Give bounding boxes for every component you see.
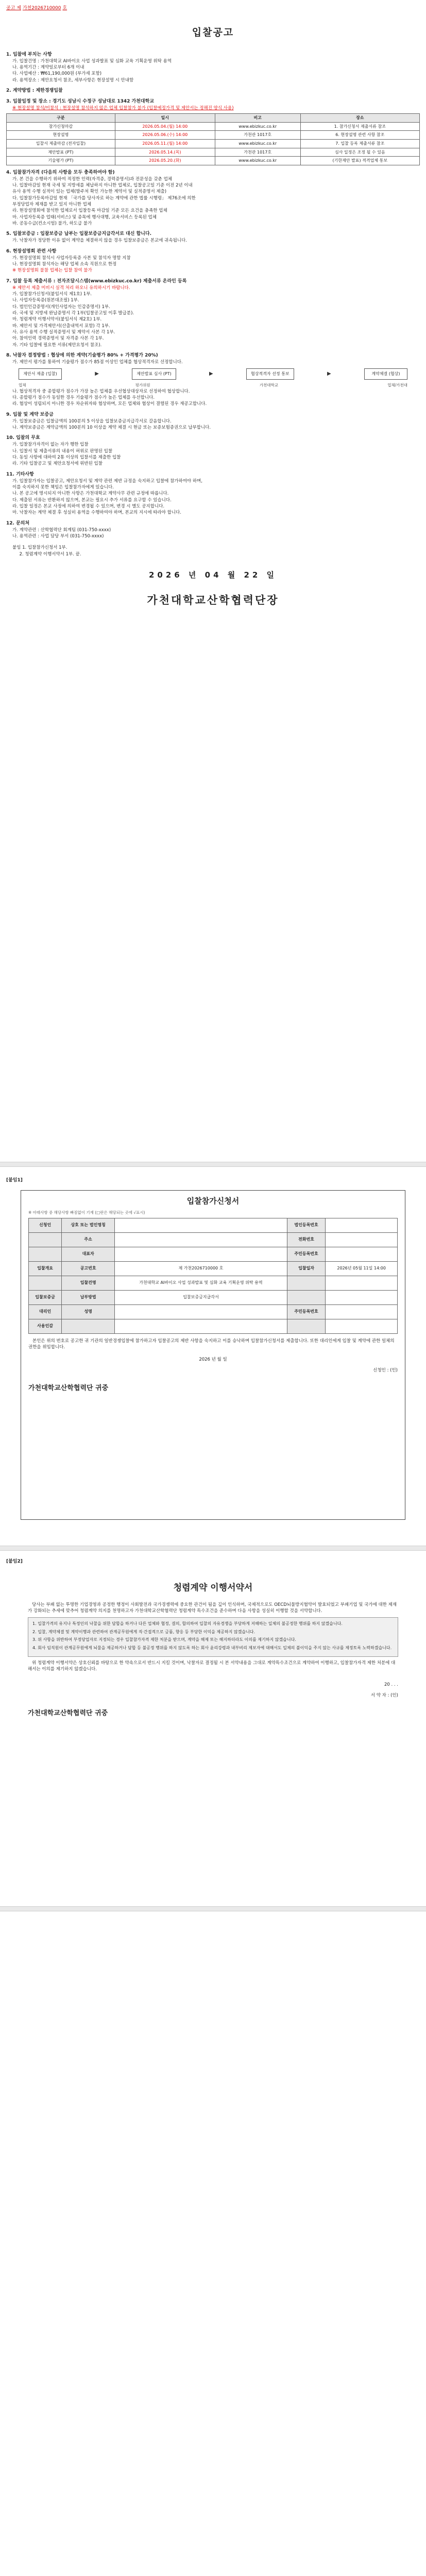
table-row (29, 1232, 398, 1247)
form1-cell: 주소 (62, 1232, 115, 1247)
form1-cell: 입찰일자 (287, 1261, 326, 1276)
form1-cell: 주민등록번호 (287, 1247, 326, 1261)
form1-cell: 주민등록번호 (287, 1304, 326, 1319)
section-line: 라. 기타 입찰공고 및 제안요청서에 위반된 입찰 (12, 461, 103, 467)
schedule-cell: 2026.05.14.(목) (115, 148, 215, 157)
section-heading: 2. 계약방법 : 제한경쟁입찰 (6, 88, 63, 93)
flow-step-label: 평가위원 (135, 382, 150, 387)
section-line: 사. 유사 용역 수행 실적증명서 및 계약서 사본 각 1부. (12, 329, 115, 335)
section-line: 라. 용역장소 : 제안요청서 참조, 세부사항은 현장설명 시 안내함 (12, 77, 134, 83)
section-line: ※ 제안서 제출 미비시 실격 처리 하오니 유의하시기 바랍니다. (12, 285, 130, 291)
section-line: 가. 입찰보증금은 입찰금액의 100분의 5 이상을 입찰보증금지급각서로 갈음합니다. (12, 418, 172, 424)
form1-cell (326, 1276, 398, 1290)
section-line: 가. 낙찰자가 정당한 이유 없이 계약을 체결하지 않을 경우 입찰보증금은 본교에 귀속됩니다. (12, 238, 187, 244)
form1-cell (326, 1218, 398, 1232)
section-line: 라. 현장설명회에 참석한 업체로서 입찰등록 마감일 기준 모든 요건을 충족한 업체 (12, 208, 167, 214)
form1-cell: 상호 또는 법인명칭 (62, 1218, 115, 1232)
form1-cell (115, 1247, 287, 1261)
form1-cell (115, 1319, 287, 1333)
flow-step-label: 업체 (19, 382, 26, 387)
form1-cell: 대리인 (29, 1304, 62, 1319)
table-row (29, 1276, 398, 1290)
schedule-table (6, 113, 420, 165)
section-line: 라. 국세 및 지방세 완납증명서 각 1부(입찰공고일 이후 발급분). (12, 311, 134, 316)
form1-signer: 신청인 : (인) (373, 1367, 398, 1373)
schedule-cell: 2026.05.06.(수) 14:00 (115, 131, 215, 140)
section-line: 나. 계약보증금은 계약금액의 100분의 10 이상을 계약 체결 시 현금 또는 보증보험증권으로 납부합니다. (12, 425, 211, 430)
section-line: 다. 동일 사항에 대하여 2통 이상의 입찰서를 제출한 입찰 (12, 454, 121, 460)
table-row (29, 1247, 398, 1261)
section-heading: 1. 입찰에 부치는 사항 (6, 52, 52, 57)
page-divider-2 (0, 1546, 426, 1551)
section-line: 나. 본 공고에 명시되지 아니한 사항은 가천대학교 계약사무 관련 규정에 따릅니다. (12, 491, 169, 497)
section-heading: 6. 현장설명회 관련 사항 (6, 248, 57, 254)
form1-cell: 납부방법 (62, 1290, 115, 1304)
arrow-right-icon: ▶ (95, 370, 99, 377)
table-row (7, 131, 420, 140)
flow-step-box: 제안서 제출 (입찰) (19, 368, 62, 380)
section-line: 가. 입찰참가자는 입찰공고, 제안요청서 및 계약 관련 제반 규정을 숙지하고 입찰에 참가하여야 하며, (12, 478, 202, 484)
section-line: 마. 사업자등록증 업태(서비스) 및 종목에 행사대행, 교육서비스 등록된 업체 (12, 214, 157, 220)
form1-cell (29, 1247, 62, 1261)
flow-step-box: 계약체결 (협상) (364, 368, 407, 380)
evaluation-flow-labels (6, 383, 420, 388)
form1-cell: 전화번호 (287, 1232, 326, 1247)
attachment-item: 붙임 1. 입찰참가신청서 1부. (12, 545, 67, 551)
section-line: 다. 입찰참가등록마감일 현재 「국가를 당사자로 하는 계약에 관한 법률 시행령」 제76조에 의한 (12, 195, 196, 201)
schedule-header-cell: 구분 (7, 114, 115, 123)
form1-cell (287, 1276, 326, 1290)
notice-date: 2026 년 04 월 22 일 (148, 570, 278, 580)
section-line: 부정당업자 제재를 받고 있지 아니한 업체 (12, 202, 92, 208)
form1-cell: 사용인감 (29, 1319, 62, 1333)
schedule-cell: 가천관 1017호 (215, 131, 300, 140)
schedule-cell: 2026.05.20.(화) (115, 157, 215, 165)
section-line: 가. 입찰참가신청서(붙임서식 제1호) 1부. (12, 292, 92, 297)
section-group-1 (6, 52, 420, 105)
notice-number-prefix: 공고 제 (6, 6, 21, 11)
section-line: 아. 참여인력 경력증명서 및 자격증 사본 각 1부. (12, 336, 104, 342)
section-line: 가. 현장설명회 참석시 사업자등록증 사본 및 참석자 명함 지참 (12, 255, 131, 261)
schedule-cell: 참가신청마감 (7, 122, 115, 131)
notice-number-suffix: 호 (62, 6, 67, 11)
form1-cell: 입찰개요 (29, 1261, 62, 1276)
page-title: 입찰공고 (192, 27, 234, 38)
schedule-header-cell: 장소 (300, 114, 419, 123)
flow-step-box: 협상적격자 선정 통보 (246, 368, 294, 380)
section-line: 나. 입찰마감일 현재 국세 및 지방세를 체납하지 아니한 업체로, 입찰공고일 기준 이전 2년 이내 (12, 183, 193, 189)
schedule-cell: 2026.05.04.(월) 14:00 (115, 122, 215, 131)
table-row (29, 1319, 398, 1333)
table-row (29, 1218, 398, 1232)
schedule-cell: www.ebizkuc.co.kr (215, 122, 300, 131)
form2-item: 1. 입찰가격의 유지나 특정인의 낙찰을 위한 담합을 하거나 다른 업체와 협정, 결의, 합의하여 입찰의 자유경쟁을 부당하게 저해하는 일체의 불공정한 행위를 하지 않겠습니다. (32, 1621, 343, 1626)
section-line: 나. 용역관련 : 사업 담당 부서 (031-750-xxxx) (12, 533, 104, 539)
section-line: 바. 제안서 및 가격제안서(산출내역서 포함) 각 1부. (12, 323, 110, 329)
form1-date: 2026 년 월 일 (199, 1357, 227, 1363)
section-heading: 12. 문의처 (6, 520, 30, 526)
issuer-name: 가천대학교산학협력단장 (147, 594, 279, 606)
schedule-cell: 심사 일정은 조정 될 수 있음 (300, 148, 419, 157)
evaluation-flow (6, 365, 420, 383)
form1-title: 입찰참가신청서 (186, 1196, 240, 1206)
section-line: 이를 숙지하지 못한 책임은 입찰참가자에게 있습니다. (12, 484, 114, 490)
schedule-note: ※ 현장설명 참석/미참석 : 현장설명 참석하지 않은 업체 입찰참가 불가 (입찰예정가격 및 제안서는 정해진 양식 사용) (12, 105, 234, 111)
form1-cell (29, 1276, 62, 1290)
section-line: 다. 제출된 서류는 반환하지 않으며, 본교는 필요시 추가 서류를 요구할 수 있습니다. (12, 497, 172, 503)
schedule-cell: 7. 입찰 등록 제출서류 참조 (300, 140, 419, 148)
form2-title: 청렴계약 이행서약서 (173, 1583, 253, 1593)
schedule-header-cell: 일시 (115, 114, 215, 123)
attachment-list (6, 545, 420, 557)
form1-cell: 신청인 (29, 1218, 62, 1232)
form2-org: 가천대학교산학협력단 귀중 (28, 1709, 108, 1717)
section-heading: 10. 입찰의 무효 (6, 435, 40, 441)
section-line: 가. 제안서 평가를 통하여 기술평가 점수가 85점 이상인 업체를 협상적격자로 선정합니다. (12, 359, 183, 365)
section-heading: 3. 입찰일정 및 장소 : 경기도 성남시 수정구 성남대로 1342 가천대학교 (6, 98, 155, 104)
section-line: 가. 본 건을 수행하기 위하여 적정한 인력(자격증, 경력증명서)과 전문성을 갖춘 업체 (12, 176, 173, 182)
section-line: 나. 입찰서 및 제출서류의 내용이 허위로 판명된 입찰 (12, 448, 113, 454)
attachment-item: 2. 청렴계약 이행서약서 1부. 끝. (12, 551, 81, 557)
section-line: 마. 낙찰자는 계약 체결 후 성실히 용역을 수행하여야 하며, 본교의 지시에 따라야 합니다. (12, 510, 181, 516)
table-row (7, 157, 420, 165)
section-line: 자. 기타 입찰에 필요한 서류(제안요청서 참조). (12, 342, 102, 348)
schedule-cell: 입찰서 제출마감 (전자입찰) (7, 140, 115, 148)
form1-subtitle: ※ 아래사항 중 해당사항 빠짐없이 기재 (□란은 해당되는 곳에 √표시) (28, 1210, 145, 1215)
form1-cell: 입찰보증금지급각서 (115, 1290, 287, 1304)
form2-item: 4. 회사 임직원이 관계공무원에게 뇌물을 제공하거나 담합 등 불공정 행위를 하지 않도록 하는 회사 윤리강령과 내부비리 제보자에 대해서도 일체의 불이익을 주지 않는 사규를 제정토록 노력하겠습니다. (32, 1646, 392, 1651)
form1-cell (29, 1232, 62, 1247)
form1-cell (326, 1319, 398, 1333)
form1-label: [붙임1] (6, 1178, 23, 1183)
form1-container (21, 1190, 405, 1520)
section-line: 나. 용역기간 : 계약일로부터 6개 이내 (12, 64, 84, 70)
form2-item: 3. 위 사항을 위반하여 부정당업자로 지정되는 경우 입찰참가자격 제한 처분을 받으며, 계약을 해제 또는 해지하더라도 이의를 제기하지 않겠습니다. (32, 1637, 296, 1642)
table-row (29, 1290, 398, 1304)
form2-label: [붙임2] (6, 1559, 23, 1564)
form1-cell (115, 1218, 287, 1232)
form2-item: 2. 입찰, 계약체결 및 계약이행과 관련하여 관계공무원에게 직·간접적으로 금품, 향응 등 부당한 이익을 제공하지 않겠습니다. (32, 1629, 255, 1634)
schedule-cell: 기술평가 (PT) (7, 157, 115, 165)
schedule-cell: 2026.05.11.(월) 14:00 (115, 140, 215, 148)
form2-closing: 위 청렴계약 이행서약은 상호신뢰를 바탕으로 한 약속으로서 반드시 지킬 것이며, 낙찰자로 결정될 시 본 서약내용을 그대로 계약특수조건으로 계약하여 이행하고, 입찰참가자격 제한 처분에 대해서는 이의를 제기하지 않겠습니다. (28, 1660, 396, 1672)
form1-cell: 2026년 05월 11일 14:00 (326, 1261, 398, 1276)
form1-cell: 제 가천2026710000 호 (115, 1261, 287, 1276)
form2-container (21, 1577, 405, 1724)
section-line: 다. 법인인감증명서(개인사업자는 인감증명서) 1부. (12, 304, 110, 310)
table-row (29, 1261, 398, 1276)
section-group-2 (6, 170, 420, 365)
form1-table (28, 1218, 398, 1334)
section-line: 다. 종합평가 점수가 동일한 경우 기술평가 점수가 높은 업체를 우선합니다. (12, 395, 155, 401)
form2-intro: 당사는 부패 없는 투명한 기업경영과 공정한 행정이 사회발전과 국가경쟁력에 중요한 관건이 됨을 깊이 인식하며, 국제적으로도 OECD뇌물방지협약이 발효되었고 부패기업 및 국가에 대한 제재가 강화되는 추세에 맞추어 청렴계약 의지를 천명하고자 가천대학교산학협력단 청렴계약 특수조건을 준수하며 다음 사항을 성실히 이행할 것을 서약합니다. (28, 1602, 397, 1614)
form1-cell (326, 1232, 398, 1247)
schedule-cell: 현장설명 (7, 131, 115, 140)
schedule-cell: www.ebizkuc.co.kr (215, 157, 300, 165)
form1-cell (326, 1290, 398, 1304)
section-heading: 5. 입찰보증금 : 입찰보증금 납부는 입찰보증금지급각서로 대신 합니다. (6, 231, 152, 237)
schedule-cell: www.ebizkuc.co.kr (215, 140, 300, 148)
form1-cell: 공고번호 (62, 1261, 115, 1276)
form1-cell: 입찰보증금 (29, 1290, 62, 1304)
form1-cell (326, 1304, 398, 1319)
notice-number (6, 5, 420, 15)
form1-cell (287, 1290, 326, 1304)
form2-date: 20 . . . (384, 1682, 398, 1688)
section-line: 가. 계약관련 : 산학협력단 회계팀 (031-750-xxxx) (12, 527, 111, 533)
form2-signer: 서 약 자 : (인) (370, 1692, 398, 1698)
table-row (7, 148, 420, 157)
section-line: ※ 현장설명회 불참 업체는 입찰 참여 불가 (12, 268, 92, 274)
form1-cell (62, 1319, 115, 1333)
table-row (7, 122, 420, 131)
section-heading: 8. 낙찰자 결정방법 : 협상에 의한 계약(기술평가 80% + 가격평가 20%) (6, 352, 158, 358)
form1-cell: 입찰건명 (62, 1276, 115, 1290)
schedule-cell: 가천관 1017호 (215, 148, 300, 157)
section-heading: 7. 입찰 등록 제출서류 : 전자조달시스템(www.ebizkuc.co.kr) 제출서류 온라인 등록 (6, 278, 187, 284)
flow-step-box: 제안발표 심사 (PT) (132, 368, 176, 380)
form1-text: 본인은 위의 번호로 공고한 귀 기관의 일반경쟁입찰에 참가하고자 입찰공고의 제반 사항을 숙지하고 이를 승낙하며 입찰참가신청서를 제출합니다. 또한 대리인에게 입찰 및 계약에 관한 일체의 권한을 위임합니다. (28, 1338, 395, 1350)
schedule-cell: (기한제안 발표) 적격업체 통보 (300, 157, 419, 165)
section-line: 유사 용역 수행 실적이 있는 업체(발주처 확인 가능한 계약서 및 실적증명서 제출) (12, 189, 167, 195)
arrow-right-icon: ▶ (209, 370, 213, 377)
form1-cell (115, 1304, 287, 1319)
notice-number-value: 가천2026710000 (22, 6, 61, 11)
flow-step-label: 가천대학교 (259, 382, 279, 387)
section-line: 나. 협상적격자 중 종합평가 점수가 가장 높은 업체를 우선협상대상자로 선정하여 협상합니다. (12, 388, 190, 394)
section-line: 라. 입찰 일정은 본교 사정에 의하여 변경될 수 있으며, 변경 시 별도 공지합니다. (12, 503, 165, 509)
section-group-3 (6, 388, 420, 540)
page-divider-1 (0, 1162, 426, 1167)
form1-cell: 가천대학교 AI바이오 사업 성과발표 및 심화 교육 기획운영 위탁 용역 (115, 1276, 287, 1290)
section-line: 바. 공동수급(컨소시엄) 불가, 하도급 불가 (12, 221, 92, 227)
table-row (29, 1304, 398, 1319)
section-line: 나. 사업자등록증(원본대조필) 1부. (12, 298, 79, 303)
form1-cell (326, 1247, 398, 1261)
form1-org: 가천대학교산학협력단 귀중 (28, 1384, 109, 1392)
schedule-header-cell: 비고 (215, 114, 300, 123)
schedule-cell: 제안발표 (PT) (7, 148, 115, 157)
form1-cell: 대표자 (62, 1247, 115, 1261)
section-heading: 9. 입찰 및 계약 보증금 (6, 412, 54, 417)
schedule-cell: 1. 참가신청서 제출서류 참조 (300, 122, 419, 131)
form1-cell (287, 1319, 326, 1333)
section-line: 다. 사업예산 : ₩61,190,000원 (부가세 포함) (12, 71, 102, 77)
page-divider-3 (0, 1906, 426, 1911)
section-line: 나. 현장설명회 참석자는 해당 업체 소속 직원으로 한정 (12, 262, 117, 267)
schedule-cell: 6. 현장설명 관련 사항 참조 (300, 131, 419, 140)
flow-step-label: 업체/가천대 (387, 382, 407, 387)
form1-cell: 법인등록번호 (287, 1218, 326, 1232)
section-line: 가. 입찰건명 : 가천대학교 AI바이오 사업 성과발표 및 심화 교육 기획운영 위탁 용역 (12, 58, 172, 64)
section-line: 라. 협상이 성립되지 아니한 경우 차순위자와 협상하며, 모든 업체와 협상이 결렬된 경우 재공고합니다. (12, 401, 207, 407)
form1-cell: 성명 (62, 1304, 115, 1319)
form1-cell (115, 1232, 287, 1247)
section-heading: 4. 입찰참가자격 (다음의 사항을 모두 충족하여야 함) (6, 170, 115, 175)
section-heading: 11. 기타사항 (6, 471, 34, 477)
section-line: 마. 청렴계약 이행서약서(붙임서식 제2호) 1부. (12, 317, 102, 323)
section-line: 가. 입찰참가자격이 없는 자가 행한 입찰 (12, 442, 89, 448)
arrow-right-icon: ▶ (327, 370, 331, 377)
form2-items (28, 1617, 398, 1656)
table-row (7, 140, 420, 148)
